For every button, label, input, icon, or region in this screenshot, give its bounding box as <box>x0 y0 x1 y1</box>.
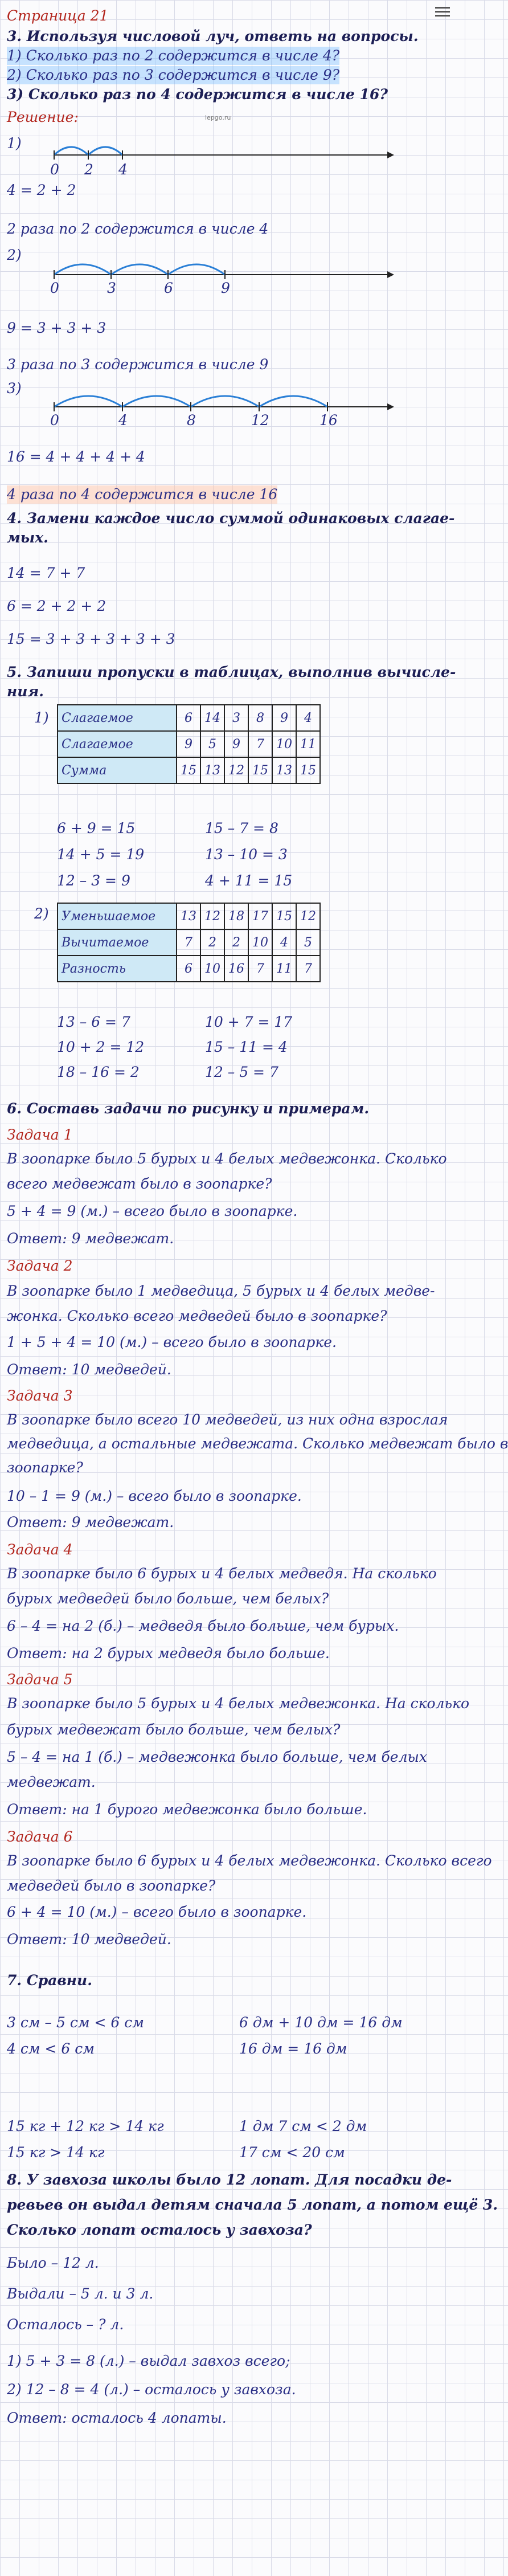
task3-solution: Решение: <box>7 109 79 125</box>
row-label: Слагаемое <box>58 705 177 731</box>
s3-tick-3: 12 <box>251 412 269 428</box>
s1-tick-0: 0 <box>50 161 59 178</box>
z6-line: 6 + 4 = 10 (м.) – всего было в зоопарке. <box>7 1904 307 1920</box>
t1-eq-3: 13 – 10 = 3 <box>205 846 288 863</box>
cell: 6 <box>177 956 200 982</box>
task3-q1: 1) Сколько раз по 2 содержится в числе 4? <box>7 47 340 64</box>
z6-line: В зоопарке было 6 бурых и 4 белых медвежонка. Сколько всего <box>7 1852 492 1869</box>
s3-label: 3) <box>7 380 22 397</box>
answer-line: Ответ: осталось 4 лопаты. <box>7 2410 227 2426</box>
t2-eq-0: 13 – 6 = 7 <box>57 1014 130 1030</box>
cell: 5 <box>200 731 224 757</box>
cell: 3 <box>224 705 248 731</box>
compare-right: 16 дм = 16 дм <box>239 2040 347 2057</box>
s1-tick-2: 4 <box>118 161 128 178</box>
cell: 12 <box>200 903 224 929</box>
s2-tick-3: 9 <box>221 280 230 296</box>
t2-label: 2) <box>34 905 49 922</box>
task4-line-2: 6 = 2 + 2 + 2 <box>7 598 106 614</box>
page-label: Страница 21 <box>7 7 109 24</box>
cell: 9 <box>272 705 296 731</box>
z5-line: бурых медвежат было больше, чем белых? <box>7 1721 341 1738</box>
z1-line: В зоопарке было 5 бурых и 4 белых медвежонка. Сколько <box>7 1150 447 1167</box>
cell: 10 <box>272 731 296 757</box>
cell: 16 <box>224 956 248 982</box>
z3-answer: Ответ: 9 медвежат. <box>7 1514 174 1530</box>
z2-title: Задача 2 <box>7 1258 73 1274</box>
z3-line: медведица, а остальные медвежата. Сколько медвежат было в <box>7 1435 508 1452</box>
z4-line: В зоопарке было 6 бурых и 4 белых медведя. На сколько <box>7 1565 437 1582</box>
row-label: Слагаемое <box>58 731 177 757</box>
s3-tick-0: 0 <box>50 412 59 428</box>
cell: 4 <box>296 705 320 731</box>
cell: 10 <box>200 956 224 982</box>
task6-title: 6. Составь задачи по рисунку и примерам. <box>7 1100 370 1117</box>
task4-line-3: 15 = 3 + 3 + 3 + 3 + 3 <box>7 631 175 647</box>
table-1 <box>57 704 321 784</box>
cell: 12 <box>296 903 320 929</box>
cell: 9 <box>177 731 200 757</box>
s3-tick-4: 16 <box>319 412 338 428</box>
row-label: Разность <box>58 956 177 982</box>
cell: 6 <box>177 705 200 731</box>
s2-tick-2: 6 <box>164 280 173 296</box>
compare-right: 17 см < 20 см <box>239 2144 345 2161</box>
task8-title-2: ревьев он выдал детям сначала 5 лопат, а потом ещё 3. <box>7 2197 498 2213</box>
s1-tick-1: 2 <box>84 161 93 178</box>
t2-eq-3: 15 – 11 = 4 <box>205 1039 288 1055</box>
s3-ans: 4 раза по 4 содержится в числе 16 <box>7 486 278 503</box>
t1-label: 1) <box>34 709 49 726</box>
t1-eq-2: 14 + 5 = 19 <box>57 846 145 863</box>
t2-eq-5: 12 – 5 = 7 <box>205 1064 278 1080</box>
s3-tick-2: 8 <box>187 412 196 428</box>
task5-title-2: ния. <box>7 683 44 700</box>
compare-right: 1 дм 7 см < 2 дм <box>239 2118 367 2134</box>
cell: 7 <box>248 731 272 757</box>
cell: 2 <box>200 929 224 956</box>
task7-title: 7. Сравни. <box>7 1972 92 1989</box>
cell: 11 <box>296 731 320 757</box>
cell: 7 <box>248 956 272 982</box>
table-row <box>58 929 320 956</box>
cell: 13 <box>177 903 200 929</box>
task8-title-1: 8. У завхоза школы было 12 лопат. Для посадки де- <box>7 2171 452 2188</box>
task3-q3: 3) Сколько раз по 4 содержится в числе 16? <box>7 86 388 103</box>
task4-line-1: 14 = 7 + 7 <box>7 565 85 581</box>
cell: 13 <box>272 757 296 783</box>
t2-eq-2: 10 + 2 = 12 <box>57 1039 145 1055</box>
table-row <box>58 956 320 982</box>
table-row <box>58 757 320 783</box>
z6-title: Задача 6 <box>7 1828 73 1845</box>
task3-q2: 2) Сколько раз по 3 содержится в числе 9? <box>7 67 340 83</box>
t2-eq-1: 10 + 7 = 17 <box>205 1014 293 1030</box>
compare-left: 3 см – 5 см < 6 см <box>7 2014 144 2031</box>
cell: 9 <box>224 731 248 757</box>
table-2 <box>57 903 321 982</box>
z5-line: В зоопарке было 5 бурых и 4 белых медвежонка. На сколько <box>7 1695 470 1712</box>
z4-line: бурых медведей было больше, чем белых? <box>7 1590 329 1607</box>
cell: 5 <box>296 929 320 956</box>
t1-eq-5: 4 + 11 = 15 <box>205 872 293 889</box>
z6-line: медведей было в зоопарке? <box>7 1877 216 1894</box>
table-row <box>58 731 320 757</box>
menu-icon[interactable] <box>435 5 450 17</box>
z1-line: всего медвежат было в зоопарке? <box>7 1175 272 1192</box>
cell: 15 <box>177 757 200 783</box>
cell: 15 <box>272 903 296 929</box>
table-row <box>58 705 320 731</box>
z3-line: 10 – 1 = 9 (м.) – всего было в зоопарке. <box>7 1488 302 1504</box>
z5-answer: Ответ: на 1 бурого медвежонка было больше. <box>7 1801 367 1818</box>
row-label: Сумма <box>58 757 177 783</box>
t1-eq-1: 15 – 7 = 8 <box>205 820 278 836</box>
compare-left: 15 кг + 12 кг > 14 кг <box>7 2118 164 2134</box>
cell: 15 <box>296 757 320 783</box>
compare-left: 4 см < 6 см <box>7 2040 95 2057</box>
s2-label: 2) <box>7 247 22 263</box>
z3-title: Задача 3 <box>7 1387 73 1404</box>
cell: 11 <box>272 956 296 982</box>
z2-line: жонка. Сколько всего медведей было в зоопарке? <box>7 1308 387 1324</box>
z4-answer: Ответ: на 2 бурых медведя было больше. <box>7 1645 330 1661</box>
cell: 8 <box>248 705 272 731</box>
cell: 15 <box>248 757 272 783</box>
cell: 4 <box>272 929 296 956</box>
s3-eq: 16 = 4 + 4 + 4 + 4 <box>7 448 145 465</box>
task4-title-1: 4. Замени каждое число суммой одинаковых слагае- <box>7 510 455 526</box>
row-label: Вычитаемое <box>58 929 177 956</box>
watermark: lepgo.ru <box>205 114 231 121</box>
z3-line: зоопарке? <box>7 1459 83 1476</box>
z1-title: Задача 1 <box>7 1126 73 1143</box>
number-line-3 <box>0 383 456 428</box>
cell: 18 <box>224 903 248 929</box>
z6-answer: Ответ: 10 медведей. <box>7 1931 171 1948</box>
compare-right: 6 дм + 10 дм = 16 дм <box>239 2014 403 2031</box>
t1-eq-0: 6 + 9 = 15 <box>57 820 136 836</box>
cell: 12 <box>224 757 248 783</box>
s1-ans: 2 раза по 2 содержится в числе 4 <box>7 221 269 237</box>
cell: 2 <box>224 929 248 956</box>
t1-eq-4: 12 – 3 = 9 <box>57 872 130 889</box>
z5-line: медвежат. <box>7 1774 96 1790</box>
z5-title: Задача 5 <box>7 1671 73 1688</box>
z2-answer: Ответ: 10 медведей. <box>7 1361 171 1378</box>
solution-line: 2) 12 – 8 = 4 (л.) – осталось у завхоза. <box>7 2381 296 2398</box>
cell: 17 <box>248 903 272 929</box>
z4-title: Задача 4 <box>7 1541 73 1558</box>
s3-tick-1: 4 <box>118 412 128 428</box>
compare-left: 15 кг > 14 кг <box>7 2144 105 2161</box>
z1-line: 5 + 4 = 9 (м.) – всего было в зоопарке. <box>7 1203 298 1219</box>
z1-answer: Ответ: 9 медвежат. <box>7 1230 174 1247</box>
s2-ans: 3 раза по 3 содержится в числе 9 <box>7 356 269 373</box>
cell: 13 <box>200 757 224 783</box>
row-label: Уменьшаемое <box>58 903 177 929</box>
condition-line: Было – 12 л. <box>7 2255 99 2271</box>
cell: 7 <box>296 956 320 982</box>
task5-title-1: 5. Запиши пропуски в таблицах, выполнив вычисле- <box>7 664 456 680</box>
table-row <box>58 903 320 929</box>
task4-title-2: мых. <box>7 529 48 546</box>
s1-eq: 4 = 2 + 2 <box>7 182 76 198</box>
z3-line: В зоопарке было всего 10 медведей, из них одна взрослая <box>7 1411 448 1428</box>
z4-line: 6 – 4 = на 2 (б.) – медведя было больше, чем бурых. <box>7 1618 399 1634</box>
condition-line: Осталось – ? л. <box>7 2316 124 2333</box>
t2-eq-4: 18 – 16 = 2 <box>57 1064 140 1080</box>
task3-title: 3. Используя числовой луч, ответь на вопросы. <box>7 28 419 44</box>
s2-tick-1: 3 <box>107 280 116 296</box>
s2-tick-0: 0 <box>50 280 59 296</box>
cell: 14 <box>200 705 224 731</box>
condition-line: Выдали – 5 л. и 3 л. <box>7 2285 154 2302</box>
cell: 7 <box>177 929 200 956</box>
s2-eq: 9 = 3 + 3 + 3 <box>7 320 106 336</box>
task8-title-3: Сколько лопат осталось у завхоза? <box>7 2222 312 2238</box>
z2-line: В зоопарке было 1 медведица, 5 бурых и 4 белых медве- <box>7 1283 435 1299</box>
number-line-1 <box>0 131 456 182</box>
z5-line: 5 – 4 = на 1 (б.) – медвежонка было больше, чем белых <box>7 1749 427 1765</box>
z2-line: 1 + 5 + 4 = 10 (м.) – всего было в зоопарке. <box>7 1334 337 1350</box>
s1-label: 1) <box>7 135 22 152</box>
solution-line: 1) 5 + 3 = 8 (л.) – выдал завхоз всего; <box>7 2353 290 2369</box>
cell: 10 <box>248 929 272 956</box>
